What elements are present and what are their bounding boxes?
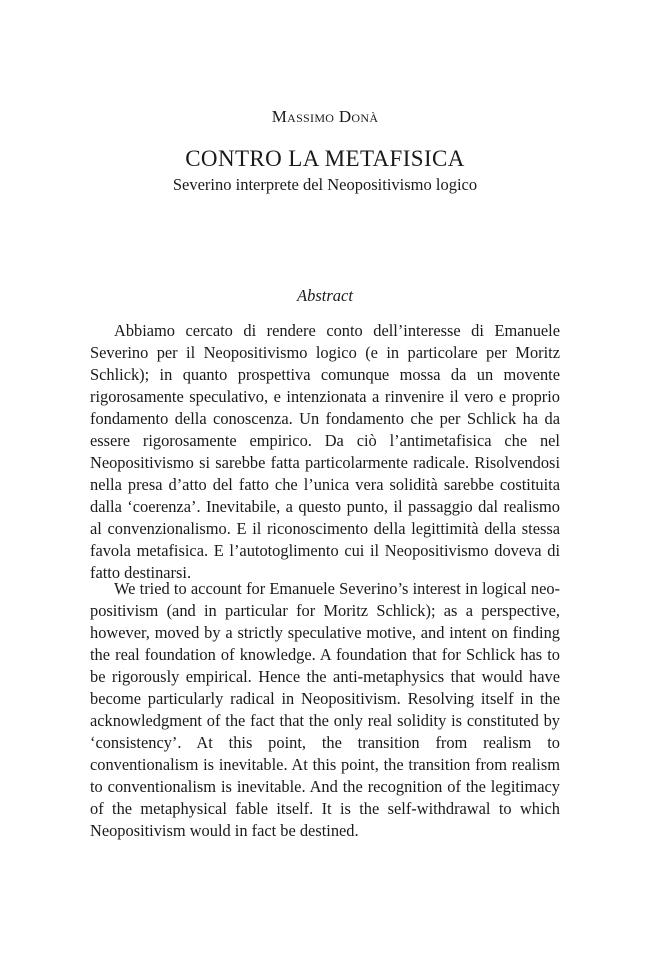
abstract-heading: Abstract	[297, 286, 353, 305]
abstract-italian-paragraph: Abbiamo cercato di rendere conto dell’interesse di Emanuele Severino per il Neopositivismo logico (e in particolare per Moritz Schlick); in quanto prospettiva comunque mossa da un movente rigorosamente speculativo, e intenzionata a rinvenire il vero e proprio fondamento della conoscenza. Un fondamento che per Schlick ha da essere rigorosamente empirico. Da ciò l’antimetafisica che nel Neopositivismo si sarebbe fatta particolarmente radicale. Risolvendosi nella presa d’atto del fatto che l’unica vera solidità sarebbe costituita dalla ‘coerenza’. Inevitabile, a questo punto, il passaggio dal realismo al convenzionalismo. E il riconoscimento della legittimità della stessa favola metafisica. E l’autotoglimento cui il Neopositivismo doveva di fatto destinarsi.	[90, 321, 560, 582]
abstract-english-paragraph: We tried to account for Emanuele Severino’s interest in logical neo-positivism (and in particular for Moritz Schlick); as a perspective, however, moved by a strictly speculative motive, and intent on finding the real foundation of knowledge. A foundation that for Schlick has to be rigorously empirical. Hence the anti-metaphysics that would have become particularly radical in Neopositivism. Resolving itself in the acknowledgment of the fact that the only real solidity is constituted by ‘consistency’. At this point, the transition from realism to conventionalism is inevitable. At this point, the transition from realism to conventionalism is inevitable. And the recognition of the legitimacy of the metaphysical fable itself. It is the self-withdrawal to which Neopositivism would in fact be destined.	[90, 579, 560, 840]
author-name: Massimo Donà	[271, 107, 379, 126]
article-subtitle: Severino interprete del Neopositivismo logico	[172, 175, 478, 194]
article-title: CONTRO LA METAFISICA	[185, 146, 465, 171]
